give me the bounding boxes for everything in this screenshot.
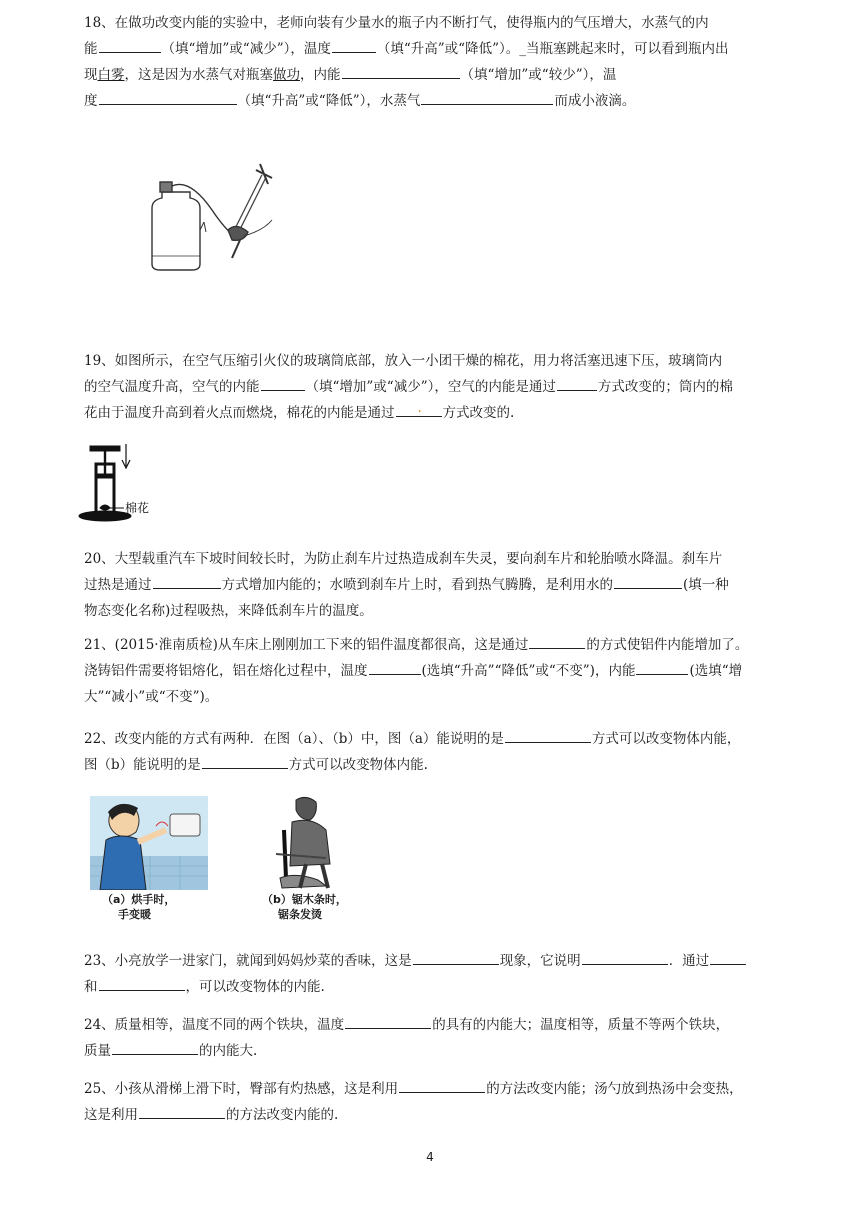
answer-blank[interactable] [582,949,668,965]
q23-line-1: 23、小亮放学一进家门，就闻到妈妈炒菜的香味，这是 现象，它说明 ．通过 [84,948,774,974]
q20-line-1: 20、大型载重汽车下坡时间较长时，为防止刹车片过热造成刹车失灵，要向刹车片和轮胎喷水降温。刹车片 [84,551,723,567]
answer-blank[interactable] [99,975,185,991]
fire-piston-figure [78,440,188,526]
answer-blank[interactable] [99,37,161,53]
q19-line-2: 的空气温度升高，空气的内能 （填“增加”或“减少”），空气的内能是通过 方式改变的；筒内的棉 [84,374,774,400]
sawing-wood-image [266,794,350,890]
q19-line-1: 19、如图所示，在空气压缩引火仪的玻璃筒底部，放入一小团干燥的棉花，用力将活塞迅速下压，玻璃筒内 [84,353,723,369]
q18-line-4: 度 （填“升高”或“降低”），水蒸气 而成小液滴。 [84,88,774,114]
q19-line-3: 花由于温度升高到着火点而燃烧，棉花的内能是通过 . 方式改变的. [84,400,515,421]
q22-line-2: 图（b）能说明的是 方式可以改变物体内能. [84,752,774,778]
answer-blank[interactable] [369,659,421,675]
question-24 [84,1012,774,1064]
answer-blank[interactable] [421,89,553,105]
q23-line-2: 和 ，可以改变物体的内能. [84,974,774,1000]
answer-blank[interactable] [557,375,597,391]
answer-blank[interactable] [614,573,682,589]
figure-b-caption: （b）锯木条时， 锯条发烫 [262,893,347,921]
q22-line-1: 22、改变内能的方式有两种．在图（a）、（b）中，图（a）能说明的是 方式可以改变物体内能， [84,726,774,752]
answer-blank[interactable] [202,753,288,769]
question-19 [84,348,774,426]
q18-line-1: 18、在做功改变内能的实验中，老师向装有少量水的瓶子内不断打气，使得瓶内的气压增大，水蒸气的内 [84,15,709,31]
question-22 [84,726,774,778]
answer-blank[interactable] [505,727,591,743]
answer-blank[interactable] [413,949,499,965]
question-25 [84,1076,774,1128]
answer-blank[interactable] [99,89,237,105]
hand-dryer-image [90,796,208,890]
q24-line-1: 24、质量相等，温度不同的两个铁块，温度 的具有的内能大；温度相等，质量不等两个铁块， [84,1012,774,1038]
answer-blank[interactable] [345,1013,431,1029]
answer-blank[interactable] [261,375,305,391]
q18-line-2: 能 （填“增加”或“减少”），温度 （填“升高”或“降低”）。_当瓶塞跳起来时，可以看到瓶内出 [84,36,774,62]
answer-blank[interactable] [139,1103,225,1119]
cotton-label: 棉花 [125,501,150,515]
answer-blank[interactable] [153,573,221,589]
q24-line-2: 质量 的内能大. [84,1038,774,1064]
page-number: 4 [426,1150,434,1164]
q21-line-1: 21、(2015·淮南质检)从车床上刚刚加工下来的铝件温度都很高，这是通过 的方式使铝件内能增加了。 [84,632,774,658]
answer-blank[interactable] [710,949,746,965]
answer-blank[interactable] [529,633,585,649]
question-23 [84,948,774,1000]
q25-line-1: 25、小孩从滑梯上滑下时，臀部有灼热感，这是利用 的方法改变内能；汤勺放到热汤中会变热， [84,1076,774,1102]
answer-blank[interactable] [112,1039,198,1055]
q21-line-2: 浇铸铝件需要将铝熔化，铝在熔化过程中，温度 (选填“升高”“降低”或“不变”)，内能 (选填“增 [84,658,774,684]
answer-blank[interactable] [332,37,376,53]
question-20 [84,546,774,624]
question-18 [84,10,774,114]
q20-line-2: 过热是通过 方式增加内能的；水喷到刹车片上时，看到热气腾腾，是利用水的 (填一种 [84,572,774,598]
q20-line-3: 物态变化名称)过程吸热，来降低刹车片的温度。 [84,603,373,619]
q21-line-3: 大”“减小”或“不变”)。 [84,689,219,705]
question-21 [84,632,774,710]
answer-blank[interactable] [399,1077,485,1093]
figure-a-caption: （a）烘手时， 手变暖 [102,893,176,921]
q25-line-2: 这是利用 的方法改变内能的. [84,1102,774,1128]
q18-line-3: 现白雾，这是因为水蒸气对瓶塞做功，内能 （填“增加”或“较少”），温 [84,62,774,88]
answer-blank[interactable]: . [396,401,442,417]
answer-blank[interactable] [636,659,688,675]
bottle-pump-figure [140,160,280,280]
answer-blank[interactable] [342,63,460,79]
